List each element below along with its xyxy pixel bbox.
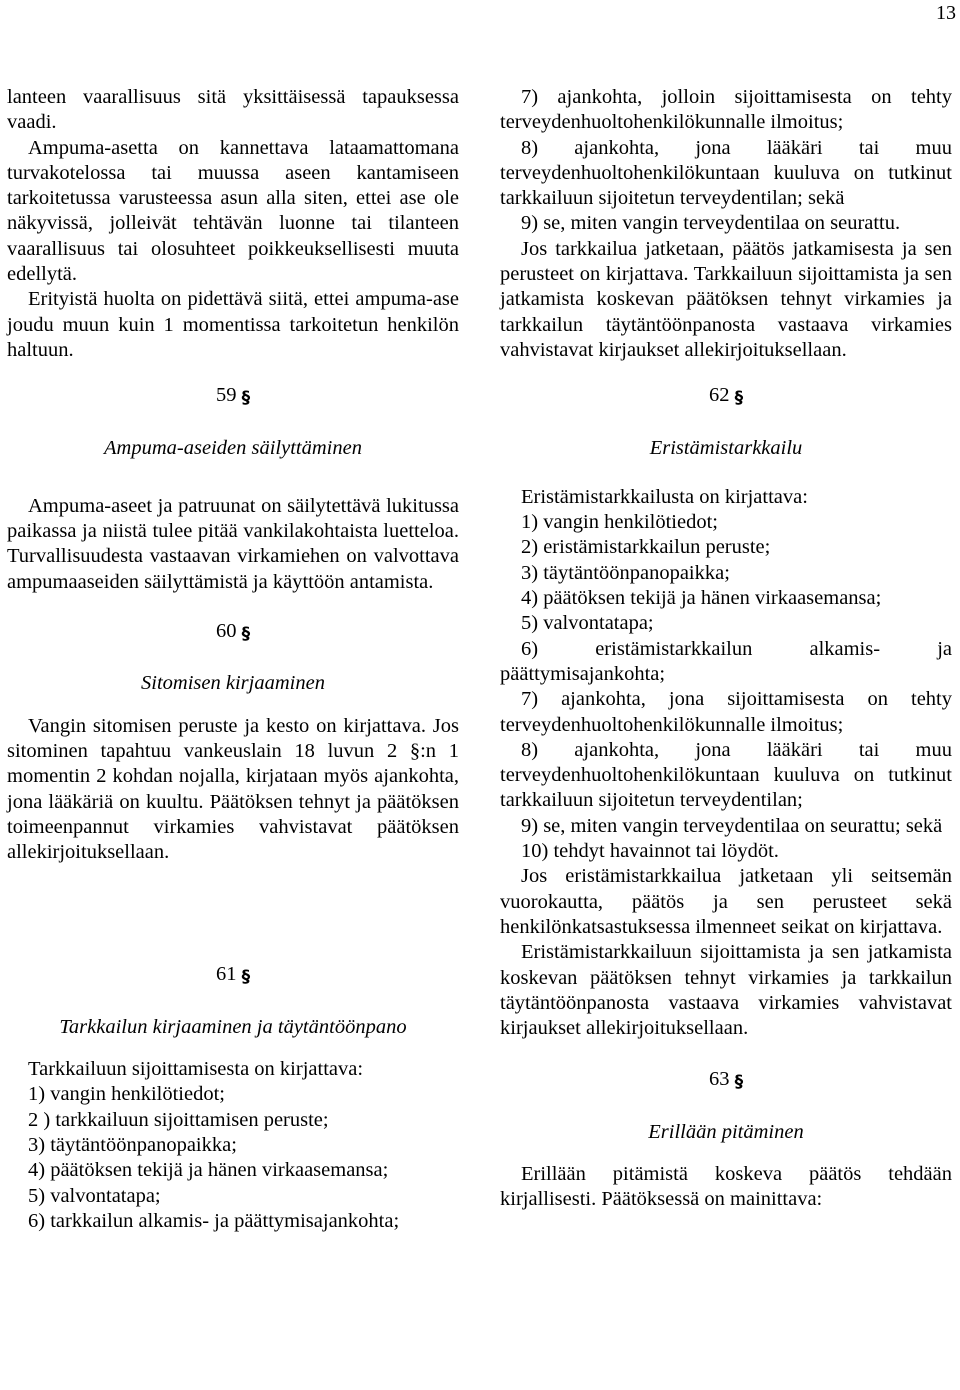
- list-item: 4) päätöksen tekijä ja hänen virkaasemansa;: [28, 1159, 389, 1182]
- list-item: 7) ajankohta, jona sijoittamisesta on tehty terveydenhuoltohenkilökunnalle ilmoitus;: [500, 688, 952, 736]
- section-title-60: Sitomisen kirjaaminen: [141, 672, 325, 695]
- section-number-59: 59 §: [215, 384, 251, 409]
- list-item: 1) vangin henkilötiedot;: [28, 1083, 225, 1106]
- list-item: 10) tehdyt havainnot tai löydöt.: [521, 840, 779, 863]
- section-number-61: 61 §: [215, 963, 251, 988]
- list-item: 7) ajankohta, jolloin sijoittamisesta on tehty terveydenhuoltohenkilökunnalle ilmoitus;: [500, 86, 952, 134]
- section-title-61: Tarkkailun kirjaaminen ja täytäntöönpano: [59, 1015, 407, 1038]
- list-item: 2) eristämistarkkailun peruste;: [521, 536, 771, 559]
- section-number-63: 63 §: [708, 1068, 744, 1093]
- list-item: 9) se, miten vangin terveydentilaa on seurattu.: [521, 212, 901, 235]
- right-column: [500, 85, 952, 1213]
- section-title-63: Erillään pitäminen: [648, 1120, 804, 1143]
- list-intro: Tarkkailuun sijoittamisesta on kirjattava:: [28, 1058, 364, 1081]
- paragraph: Erityistä huolta on pidettävä siitä, ettei ampuma-ase joudu muun kuin 1 momentissa tarkoitetun henkilön haltuun.: [7, 288, 459, 361]
- list-item: 3) täytäntöönpanopaikka;: [521, 561, 730, 584]
- paragraph: Eristämistarkkailuun sijoittamista ja sen jatkamista koskevan päätöksen tehnyt virkamies ja tarkkailun täytäntöönpanosta vastaava virkamies vahvistavat kirjaukset allekirjoituksellaan.: [500, 941, 952, 1040]
- section-title-62: Eristämistarkkailu: [649, 436, 803, 459]
- section-title-59: Ampuma-aseiden säilyttäminen: [104, 436, 362, 459]
- left-column: [7, 85, 459, 1234]
- list-item: 9) se, miten vangin terveydentilaa on seurattu; sekä: [521, 814, 943, 837]
- list-item: 6) tarkkailun alkamis- ja päättymisajankohta;: [28, 1209, 400, 1232]
- page-number: 13: [936, 2, 956, 24]
- list-61: [7, 1082, 459, 1234]
- paragraph: Vangin sitomisen peruste ja kesto on kirjattava. Jos sitominen tapahtuu vankeuslain 18 luvun 2 §:n 1 momentin 2 kohdan nojalla, kirjataan myös ajankohta, jona lääkäriä on kuultu. Päätöksen tehnyt ja päätöksen toimeenpannut virkamies vahvistavat päätöksen allekirjoituksellaan.: [7, 714, 459, 864]
- list-item: 8) ajankohta, jona lääkäri tai muu terveydenhuoltohenkilökuntaan kuuluva on tutkinut tarkkailuun sijoitetun terveydentilan; sekä: [500, 136, 952, 210]
- paragraph: Jos tarkkailua jatketaan, päätös jatkamisesta ja sen perusteet on kirjattava. Tarkkailuun sijoittamista ja sen jatkamista koskevan päätöksen tehnyt virkamies ja tarkkailun täytäntöönpanosta vastaava virkamies vahvistavat kirjaukset allekirjoituksellaan.: [500, 237, 952, 361]
- list-item: 5) valvontatapa;: [521, 612, 654, 635]
- list-62: [500, 510, 952, 864]
- list-item: 4) päätöksen tekijä ja hänen virkaasemansa;: [521, 587, 882, 610]
- paragraph: Ampuma-aseet ja patruunat on säilytettävä lukitussa paikassa ja niistä tulee pitää vankilakohtaista luetteloa. Turvallisuudesta vastaavan virkamiehen on valvottava ampumaaseiden säilyttämistä ja käyttöön antamista.: [7, 494, 459, 593]
- list-item: 2 ) tarkkailuun sijoittamisen peruste;: [28, 1108, 329, 1131]
- section-number-60: 60 §: [215, 620, 251, 645]
- list-item: 3) täytäntöönpanopaikka;: [28, 1133, 237, 1156]
- paragraph: Jos eristämistarkkailua jatketaan yli seitsemän vuorokautta, päätös ja sen perusteet sekä henkilönkatsastuksessa ilmenneet seikat on kirjattava.: [500, 865, 952, 938]
- section-number-62: 62 §: [708, 384, 744, 409]
- paragraph: Erillään pitämistä koskeva päätös tehdään kirjallisesti. Päätöksessä on mainittava:: [500, 1162, 952, 1211]
- paragraph: lanteen vaarallisuus sitä yksittäisessä tapauksessa vaadi.: [7, 86, 459, 134]
- list-intro: Eristämistarkkailusta on kirjattava:: [521, 485, 808, 508]
- paragraph: Ampuma-asetta on kannettava lataamattomana turvakotelossa tai muussa aseen kantamiseen tarkoitetussa varusteessa asun alla siten, ettei ase ole näkyvissä, jolleivät tehtävän luonne tai tilanteen vaarallisuus tai olosuhteet poikkeuksellisesti muuta edellytä.: [7, 136, 459, 286]
- list-item: 8) ajankohta, jona lääkäri tai muu terveydenhuoltohenkilökuntaan kuuluva on tutkinut tarkkailuun sijoitetun terveydentilan;: [500, 738, 952, 812]
- list-item: 5) valvontatapa;: [28, 1184, 161, 1207]
- list-item: 6) eristämistarkkailun alkamis- ja päättymisajankohta;: [500, 637, 952, 685]
- list-item: 1) vangin henkilötiedot;: [521, 511, 718, 534]
- list-61-continued: [500, 85, 952, 237]
